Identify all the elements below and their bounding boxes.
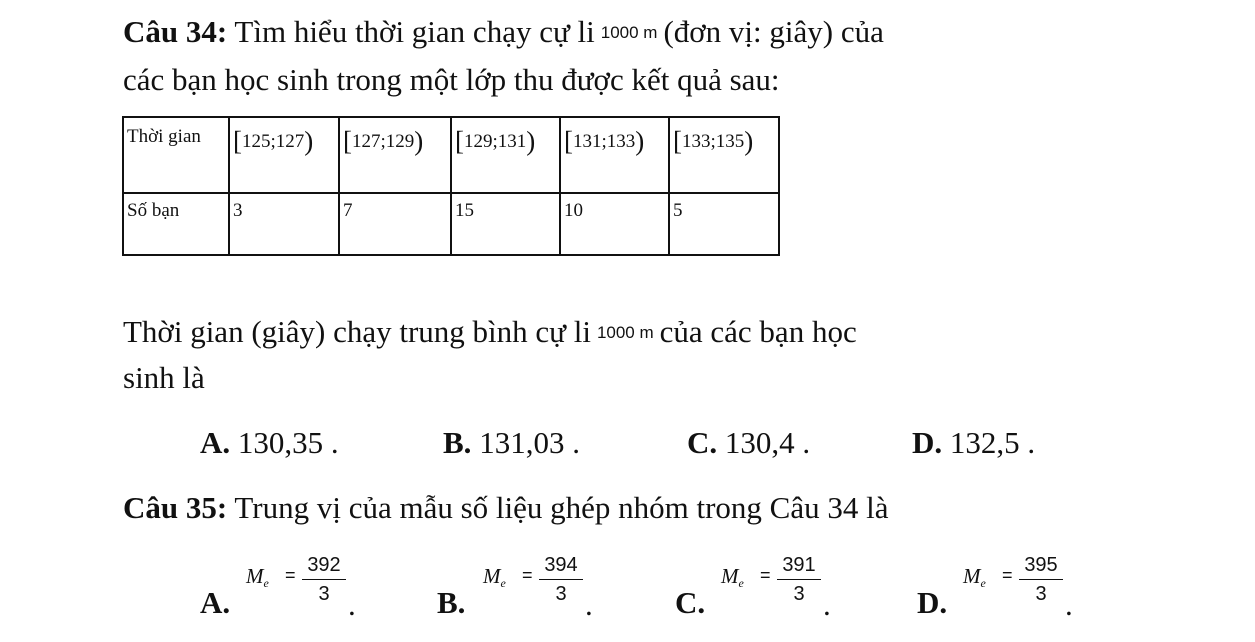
option-d[interactable]: D. 132,5 .	[912, 425, 1036, 460]
table-header-label: Thời gian	[123, 117, 229, 193]
interval-cell: [127;129)	[339, 117, 451, 193]
fraction: 394 3	[539, 553, 583, 606]
q34-line1	[123, 14, 884, 51]
table-row-header	[123, 117, 779, 193]
count-cell: 10	[560, 193, 669, 255]
table-row-counts	[123, 193, 779, 255]
question-text-a: Thời gian (giây) chạy trung bình cự li	[123, 314, 591, 349]
table-row-label: Số bạn	[123, 193, 229, 255]
question-unit: 1000 m	[596, 323, 654, 342]
fraction: 392 3	[302, 553, 346, 606]
interval-cell: [125;127)	[229, 117, 339, 193]
q34-text-a: Tìm hiểu thời gian chạy cự li	[234, 14, 595, 49]
question-line2: sinh là	[123, 360, 205, 395]
count-cell: 7	[339, 193, 451, 255]
option35-a[interactable]: A. $M_e$ = 392 3 .	[200, 554, 356, 622]
fraction: 395 3	[1019, 553, 1063, 606]
option35-b[interactable]: B. $M_e$ = 394 3 .	[437, 554, 593, 622]
q34-line2: các bạn học sinh trong một lớp thu được kết quả sau:	[123, 62, 780, 97]
option-c[interactable]: C. 130,4 .	[687, 425, 811, 460]
option35-d[interactable]: D. $M_e$ = 395 3 .	[917, 554, 1073, 622]
fraction: 391 3	[777, 553, 821, 606]
count-cell: 5	[669, 193, 779, 255]
q35-label: Câu 35:	[123, 490, 228, 525]
q34-text-b: (đơn vị: giây) của	[663, 14, 884, 49]
interval-cell: [129;131)	[451, 117, 560, 193]
option-b[interactable]: B. 131,03 .	[443, 425, 580, 460]
question-line1	[123, 314, 857, 351]
q34-label: Câu 34:	[123, 14, 228, 49]
option-a[interactable]: A. 130,35 .	[200, 425, 339, 460]
q35-line	[123, 490, 889, 526]
interval-cell: [131;133)	[560, 117, 669, 193]
data-table	[122, 116, 780, 256]
question-text-b: của các bạn học	[659, 314, 857, 349]
option35-c[interactable]: C. $M_e$ = 391 3 .	[675, 554, 831, 622]
interval-cell: [133;135)	[669, 117, 779, 193]
count-cell: 15	[451, 193, 560, 255]
q34-unit: 1000 m	[600, 23, 658, 42]
count-cell: 3	[229, 193, 339, 255]
q35-text: Trung vị của mẫu số liệu ghép nhóm trong Câu 34 là	[234, 490, 889, 525]
